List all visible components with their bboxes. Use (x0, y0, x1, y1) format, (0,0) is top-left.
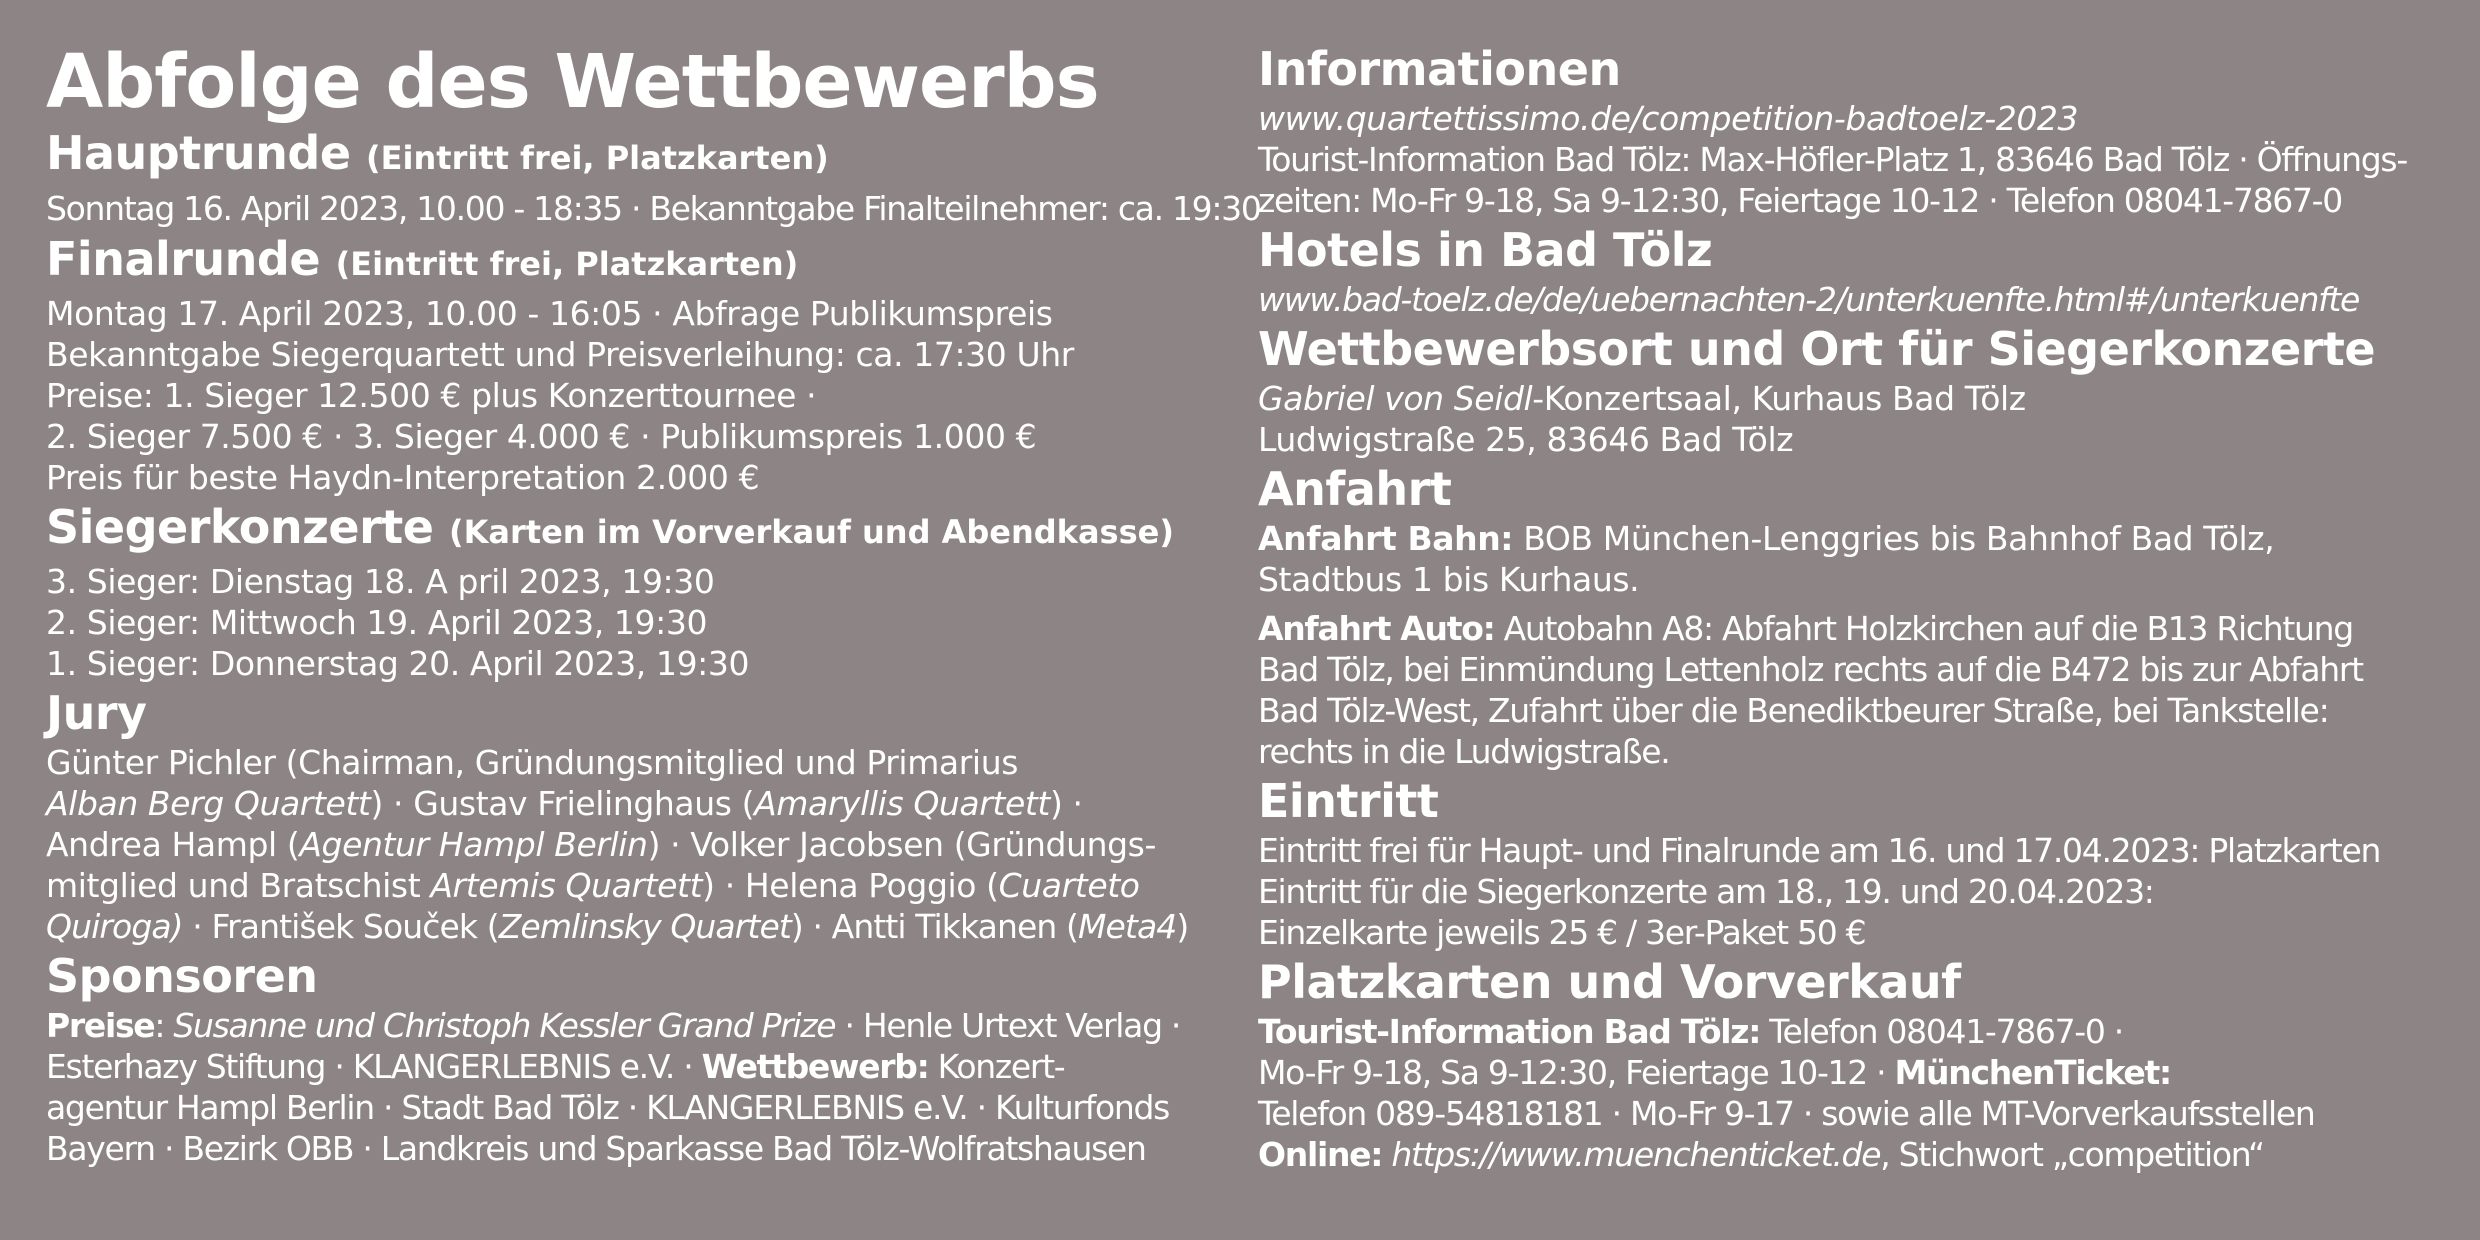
ort-line-2: Ludwigstraße 25, 83646 Bad Tölz (1258, 420, 1794, 459)
informationen-line-2: zeiten: Mo-Fr 9-18, Sa 9-12:30, Feiertage 10-12 · Telefon 08041-7867-0 (1258, 181, 2342, 220)
hotels-heading: Hotels in Bad Tölz (1258, 223, 1713, 277)
jury-line-4: mitglied und Bratschist Artemis Quartett) · Helena Poggio (Cuarteto (46, 866, 1140, 905)
anfahrt-auto-line-1: Anfahrt Auto: Autobahn A8: Abfahrt Holzkirchen auf die B13 Richtung (1258, 609, 2353, 648)
hauptrunde-note: (Eintritt frei, Platzkarten) (366, 139, 829, 177)
siegerkonzerte-note: (Karten im Vorverkauf und Abendkasse) (448, 513, 1174, 551)
jury-line-5: Quiroga) · František Souček (Zemlinsky Quartet) · Antti Tikkanen (Meta4) (46, 907, 1189, 946)
finalrunde-note: (Eintritt frei, Platzkarten) (335, 245, 799, 283)
platzkarten-line-2: Mo-Fr 9-18, Sa 9-12:30, Feiertage 10-12 · MünchenTicket: (1258, 1053, 2171, 1092)
right-column (1258, 40, 2458, 1175)
platzkarten-line-3: Telefon 089-54818181 · Mo-Fr 9-17 · sowie alle MT-Vorverkaufsstellen (1258, 1094, 2315, 1133)
anfahrt-bahn-line-2: Stadtbus 1 bis Kurhaus. (1258, 560, 1640, 599)
jury-line-1: Günter Pichler (Chairman, Gründungsmitglied und Primarius (46, 743, 1019, 782)
anfahrt-auto-line-3: Bad Tölz-West, Zufahrt über die Benediktbeurer Straße, bei Tankstelle: (1258, 691, 2329, 730)
platzkarten-line-4: Online: https://www.muenchenticket.de, Stichwort „competition“ (1258, 1135, 2264, 1174)
hauptrunde-heading (46, 124, 1246, 187)
platzkarten-line-1: Tourist-Information Bad Tölz: Telefon 08041-7867-0 · (1258, 1012, 2123, 1051)
anfahrt-auto-line-4: rechts in die Ludwigstraße. (1258, 732, 1670, 771)
hauptrunde-title: Hauptrunde (46, 126, 351, 180)
siegerkonzerte-line-3: 1. Sieger: Donnerstag 20. April 2023, 19:30 (46, 644, 750, 683)
ort-line-1: Gabriel von Seidl-Konzertsaal, Kurhaus Bad Tölz (1258, 379, 2026, 418)
jury-line-2: Alban Berg Quartett) · Gustav Frielinghaus (Amaryllis Quartett) · (46, 784, 1083, 823)
siegerkonzerte-line-1: 3. Sieger: Dienstag 18. A pril 2023, 19:30 (46, 562, 715, 601)
muenchenticket-link[interactable]: https://www.muenchenticket.de (1391, 1135, 1881, 1174)
left-column (46, 39, 1261, 1169)
jury-heading: Jury (46, 686, 147, 740)
sponsoren-line-2: Esterhazy Stiftung · KLANGERLEBNIS e.V. · Wettbewerb: Konzert- (46, 1047, 1065, 1086)
anfahrt-heading: Anfahrt (1258, 462, 1452, 516)
ort-heading: Wettbewerbsort und Ort für Siegerkonzerte (1258, 322, 2376, 376)
hauptrunde-line-1: Sonntag 16. April 2023, 10.00 - 18:35 · Bekanntgabe Finalteilnehmer: ca. 19:30 (46, 189, 1261, 228)
eintritt-line-3: Einzelkarte jeweils 25 € / 3er-Paket 50 € (1258, 913, 1866, 952)
finalrunde-line-4: 2. Sieger 7.500 € · 3. Sieger 4.000 € · Publikumspreis 1.000 € (46, 417, 1037, 456)
informationen-line-1: Tourist-Information Bad Tölz: Max-Höfler-Platz 1, 83646 Bad Tölz · Öffnungs- (1258, 140, 2407, 179)
finalrunde-heading (46, 230, 1246, 293)
hotels-url[interactable]: www.bad-toelz.de/de/uebernachten-2/unterkuenfte.html#/unterkuenfte (1258, 280, 2360, 319)
anfahrt-auto-line-2: Bad Tölz, bei Einmündung Lettenholz rechts auf die B472 bis zur Abfahrt (1258, 650, 2363, 689)
siegerkonzerte-line-2: 2. Sieger: Mittwoch 19. April 2023, 19:30 (46, 603, 708, 642)
sponsoren-heading: Sponsoren (46, 949, 318, 1003)
anfahrt-bahn-line-1: Anfahrt Bahn: BOB München-Lenggries bis Bahnhof Bad Tölz, (1258, 519, 2275, 558)
platzkarten-heading: Platzkarten und Vorverkauf (1258, 955, 1961, 1009)
finalrunde-line-3: Preise: 1. Sieger 12.500 € plus Konzerttournee · (46, 376, 817, 415)
finalrunde-line-1: Montag 17. April 2023, 10.00 - 16:05 · Abfrage Publikumspreis (46, 294, 1053, 333)
sponsoren-line-1: Preise: Susanne und Christoph Kessler Grand Prize · Henle Urtext Verlag · (46, 1006, 1181, 1045)
finalrunde-line-2: Bekanntgabe Siegerquartett und Preisverleihung: ca. 17:30 Uhr (46, 335, 1074, 374)
eintritt-line-2: Eintritt für die Siegerkonzerte am 18., 19. und 20.04.2023: (1258, 872, 2154, 911)
informationen-url[interactable]: www.quartettissimo.de/competition-badtoelz-2023 (1258, 99, 2079, 138)
sponsoren-line-3: agentur Hampl Berlin · Stadt Bad Tölz · KLANGERLEBNIS e.V. · Kulturfonds (46, 1088, 1170, 1127)
sponsoren-line-4: Bayern · Bezirk OBB · Landkreis und Sparkasse Bad Tölz-Wolfratshausen (46, 1129, 1146, 1168)
eintritt-heading: Eintritt (1258, 774, 1439, 828)
eintritt-line-1: Eintritt frei für Haupt- und Finalrunde am 16. und 17.04.2023: Platzkarten (1258, 831, 2381, 870)
siegerkonzerte-title: Siegerkonzerte (46, 500, 434, 554)
finalrunde-line-5: Preis für beste Haydn-Interpretation 2.000 € (46, 458, 760, 497)
finalrunde-title: Finalrunde (46, 232, 321, 286)
informationen-heading: Informationen (1258, 42, 1621, 96)
jury-line-3: Andrea Hampl (Agentur Hampl Berlin) · Volker Jacobsen (Gründungs- (46, 825, 1156, 864)
page-title: Abfolge des Wettbewerbs (46, 39, 1099, 125)
siegerkonzerte-heading (46, 498, 1246, 561)
